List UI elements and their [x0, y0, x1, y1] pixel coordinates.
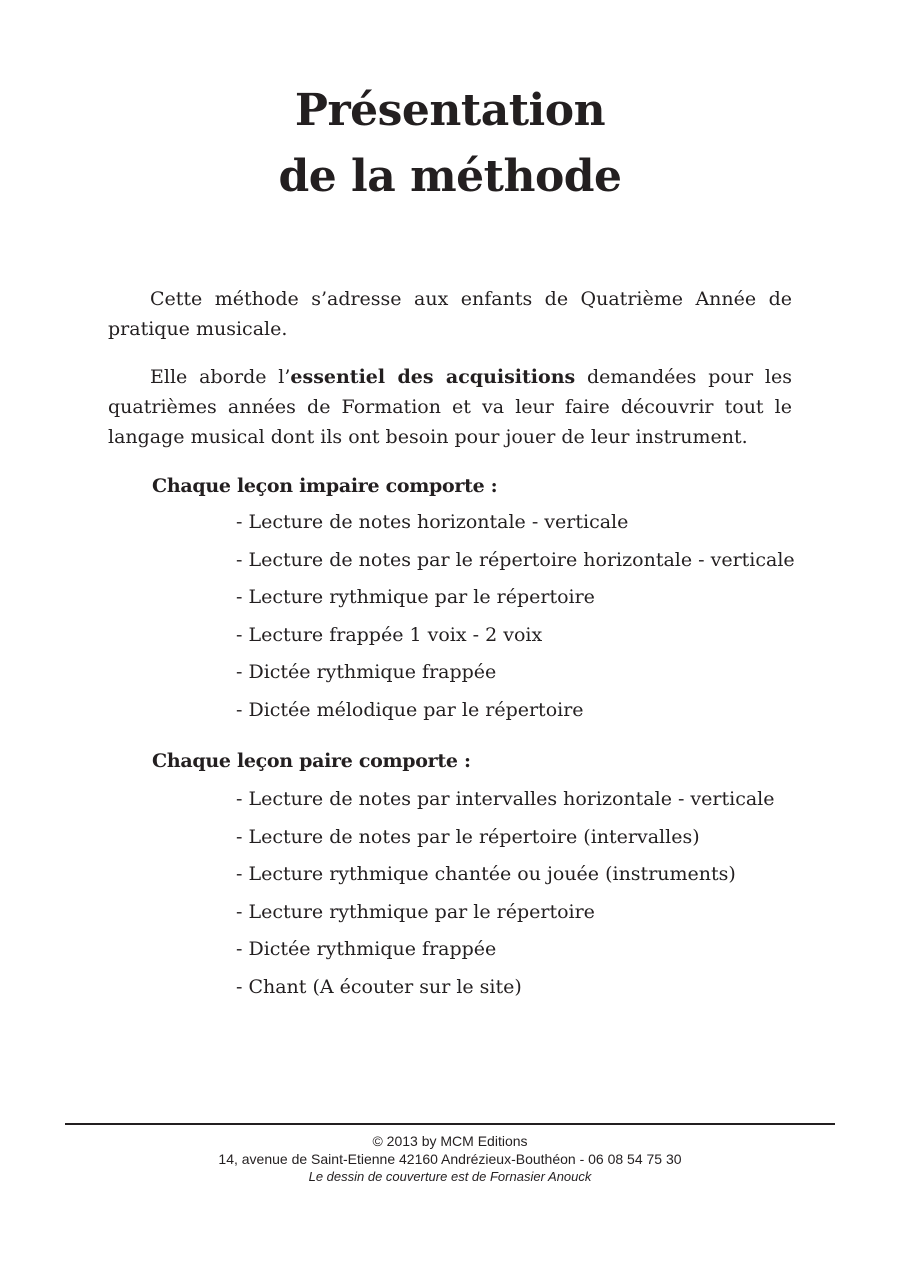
list-item: - Lecture de notes par le répertoire (intervalles) — [236, 825, 700, 848]
list-item: - Lecture frappée 1 voix - 2 voix — [236, 623, 543, 646]
intro-paragraph-2-lead: Elle aborde l’ — [150, 366, 291, 388]
footer-copyright: © 2013 by MCM Editions — [372, 1133, 528, 1149]
list-item: - Lecture de notes par le répertoire horizontale - verticale — [236, 548, 795, 571]
intro-paragraph-2-rest: demandées pour les quatrièmes années de Formation et va leur faire découvrir tout le langage musical dont ils ont besoin pour jouer de leur instrument. — [108, 366, 792, 448]
list-item: - Dictée rythmique frappée — [236, 661, 497, 684]
paire-list — [236, 785, 775, 1011]
impaire-list — [236, 508, 795, 734]
list-item: - Chant (A écouter sur le site) — [236, 975, 522, 998]
list-item: - Lecture de notes horizontale - verticale — [236, 511, 629, 533]
list-item: - Lecture rythmique par le répertoire — [236, 586, 595, 609]
page-title — [0, 78, 900, 210]
footer-divider — [65, 1123, 835, 1125]
intro-emphasis: essentiel des acquisitions — [290, 366, 576, 388]
title-line-2: de la méthode — [278, 151, 622, 202]
intro-paragraph-1-text: Cette méthode s’adresse aux enfants de Quatrième Année de pratique musicale. — [108, 288, 792, 340]
title-line-1: Présentation — [294, 85, 606, 136]
intro-paragraph-2 — [108, 362, 792, 452]
footer-credit: Le dessin de couverture est de Fornasier Anouck — [308, 1169, 592, 1184]
impaire-heading: Chaque leçon impaire comporte : — [152, 475, 498, 497]
paire-heading: Chaque leçon paire comporte : — [152, 750, 471, 772]
list-item: - Dictée rythmique frappée — [236, 938, 497, 961]
list-item: - Lecture de notes par intervalles horizontale - verticale — [236, 788, 775, 810]
list-item: - Lecture rythmique chantée ou jouée (instruments) — [236, 863, 736, 886]
list-item: - Lecture rythmique par le répertoire — [236, 900, 595, 923]
footer-address: 14, avenue de Saint-Etienne 42160 Andrézieux-Bouthéon - 06 08 54 75 30 — [218, 1151, 682, 1167]
intro-paragraph-1 — [108, 284, 792, 344]
list-item: - Dictée mélodique par le répertoire — [236, 698, 584, 721]
